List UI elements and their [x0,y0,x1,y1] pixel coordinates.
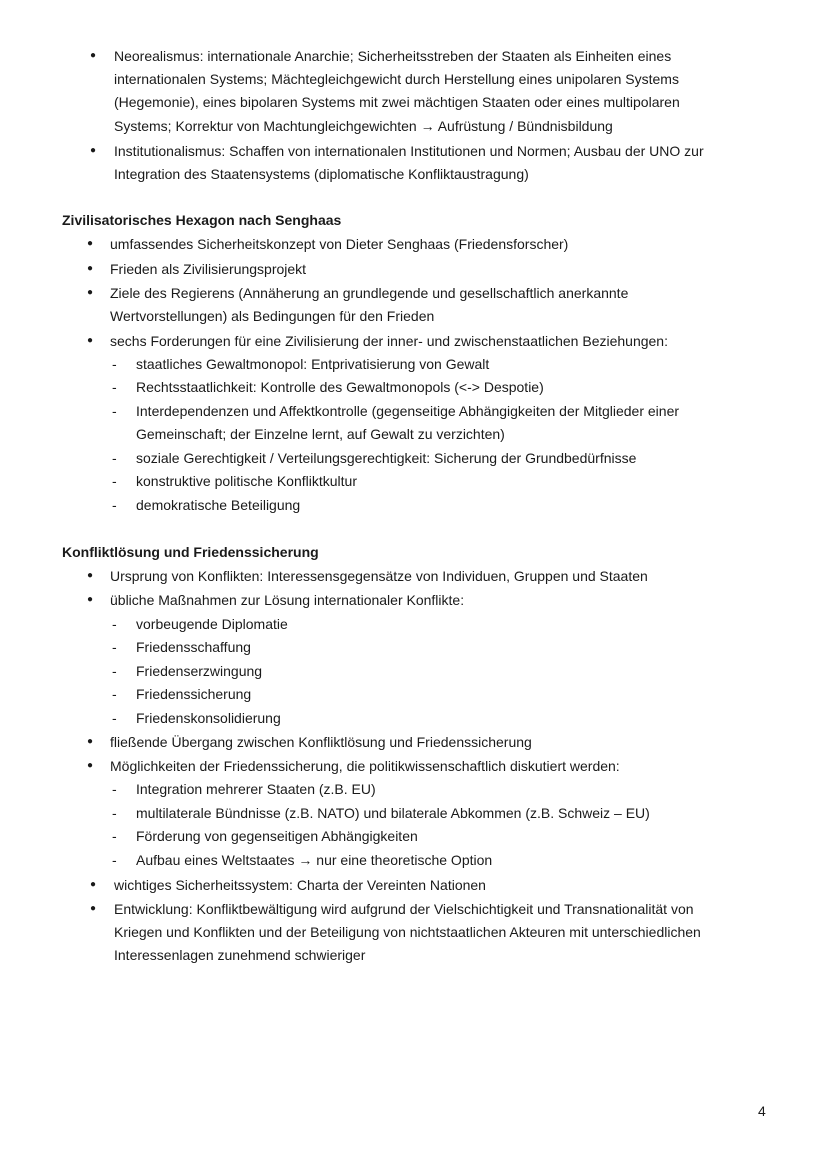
dash-marker: - [112,379,117,395]
dash-marker: - [112,852,117,868]
bullet-line: Neorealismus: internationale Anarchie; Sicherheitsstreben der Staaten als Einheiten eines [114,48,672,64]
sub-bullet-line: Förderung von gegenseitigen Abhängigkeiten [136,828,418,844]
page-number: 4 [758,1103,766,1119]
sub-bullet-line: soziale Gerechtigkeit / Verteilungsgerechtigkeit: Sicherung der Grundbedürfnisse [136,450,637,466]
bullet-line: Kriegen und Konflikten und der Beteiligung von nichtstaatlichen Akteuren mit unterschiedlichen [114,924,701,940]
bullet-line: wichtiges Sicherheitssystem: Charta der Vereinten Nationen [114,877,486,893]
dash-marker: - [112,403,117,419]
bullet-marker: ● [87,238,94,249]
sub-bullet-line: Gemeinschaft; der Einzelne lernt, auf Gewalt zu verzichten) [136,426,505,442]
bullet-marker: ● [87,263,94,274]
dash-marker: - [112,710,117,726]
sub-bullet-line: Friedenskonsolidierung [136,710,281,726]
bullet-line: Möglichkeiten der Friedenssicherung, die politikwissenschaftlich diskutiert werden: [110,758,620,774]
bullet-marker: ● [87,760,94,771]
bullet-marker: ● [87,335,94,346]
bullet-line: Interessenlagen zunehmend schwieriger [114,947,366,963]
dash-marker: - [112,450,117,466]
bullet-marker: ● [87,570,94,581]
dash-marker: - [112,356,117,372]
sub-bullet-line: Friedenssicherung [136,686,252,702]
bullet-marker: ● [90,50,97,61]
sub-bullet-line: Interdependenzen und Affektkontrolle (gegenseitige Abhängigkeiten der Mitglieder einer [136,403,680,419]
bullet-line: Ziele des Regierens (Annäherung an grundlegende und gesellschaftlich anerkannte [110,285,629,301]
dash-marker: - [112,781,117,797]
bullet-line: Integration des Staatensystems (diplomatische Konfliktaustragung) [114,166,529,182]
sub-bullet-line: demokratische Beteiligung [136,497,301,513]
dash-marker: - [112,663,117,679]
bullet-line: umfassendes Sicherheitskonzept von Dieter Senghaas (Friedensforscher) [110,236,569,252]
dash-marker: - [112,686,117,702]
bullet-line: Frieden als Zivilisierungsprojekt [110,261,307,277]
bullet-line: Entwicklung: Konfliktbewältigung wird aufgrund der Vielschichtigkeit und Transnationalität von [114,901,694,917]
bullet-line: übliche Maßnahmen zur Lösung internationaler Konflikte: [110,592,465,608]
sub-bullet-line: multilaterale Bündnisse (z.B. NATO) und bilaterale Abkommen (z.B. Schweiz – EU) [136,805,650,821]
bullet-marker: ● [90,145,97,156]
sub-bullet-line: konstruktive politische Konfliktkultur [136,473,357,489]
bullet-line: Wertvorstellungen) als Bedingungen für den Frieden [110,308,435,324]
sub-bullet-line: Rechtsstaatlichkeit: Kontrolle des Gewaltmonopols (<-> Despotie) [136,379,544,395]
dash-marker: - [112,497,117,513]
section-heading: Zivilisatorisches Hexagon nach Senghaas [62,212,342,228]
bullet-line: fließende Übergang zwischen Konfliktlösung und Friedenssicherung [110,734,532,750]
section-heading: Konfliktlösung und Friedenssicherung [62,544,319,560]
sub-bullet-line: Integration mehrerer Staaten (z.B. EU) [136,781,376,797]
dash-marker: - [112,616,117,632]
bullet-line: internationalen Systems; Mächtegleichgewicht durch Herstellung eines unipolaren Systems [114,71,679,87]
dash-marker: - [112,639,117,655]
dash-marker: - [112,805,117,821]
bullet-line: Systems; Korrektur von Machtungleichgewichten → Aufrüstung / Bündnisbildung [114,118,613,134]
bullet-marker: ● [87,287,94,298]
sub-bullet-line: staatliches Gewaltmonopol: Entprivatisierung von Gewalt [136,356,490,372]
dash-marker: - [112,473,117,489]
sub-bullet-line: Aufbau eines Weltstaates → nur eine theoretische Option [136,852,493,868]
bullet-marker: ● [90,903,97,914]
bullet-line: Institutionalismus: Schaffen von internationalen Institutionen und Normen; Ausbau der UNO zur [114,143,704,159]
bullet-marker: ● [87,736,94,747]
sub-bullet-line: Friedenserzwingung [136,663,263,679]
bullet-marker: ● [90,879,97,890]
bullet-line: Ursprung von Konflikten: Interessensgegensätze von Individuen, Gruppen und Staaten [110,568,648,584]
dash-marker: - [112,828,117,844]
sub-bullet-line: vorbeugende Diplomatie [136,616,288,632]
bullet-line: (Hegemonie), eines bipolaren Systems mit zwei mächtigen Staaten oder eines multipolaren [114,94,680,110]
sub-bullet-line: Friedensschaffung [136,639,251,655]
bullet-marker: ● [87,594,94,605]
bullet-line: sechs Forderungen für eine Zivilisierung der inner- und zwischenstaatlichen Beziehungen: [110,333,668,349]
